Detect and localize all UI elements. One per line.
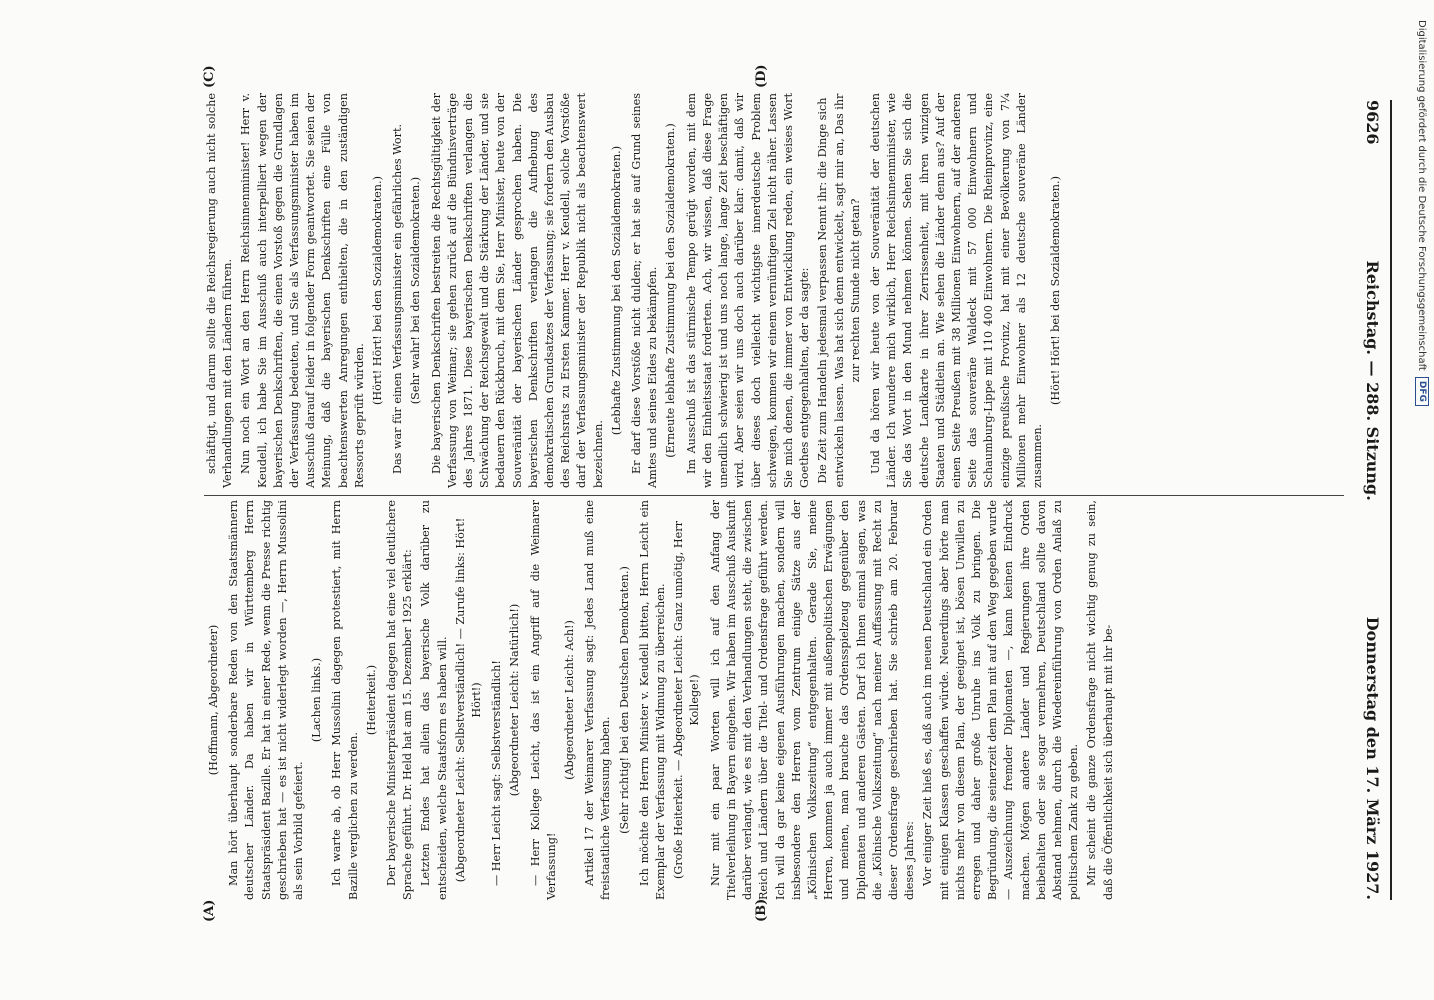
interjection: (Sehr wahr! bei den Sozialdemokraten.): [409, 176, 423, 405]
paragraph: Man hört überhaupt sonderbare Reden von den Staatsmännern deutscher Länder. Da haben wir in Württemberg Herrn Staatspräsident Bazille. Er hat in einer Rede, wenn die Presse richtig geschrieben hat — es ist nicht widerlegt worden —, Herrn Mussolini als sein Vorbild gefeiert.: [227, 500, 306, 900]
paragraph: — Herr Kollege Leicht, das ist ein Angriff auf die Weimarer Verfassung!: [528, 500, 558, 900]
interjection: (Sehr richtig! bei den Deutschen Demokraten.): [617, 566, 631, 834]
paragraph: Im Ausschuß ist das stürmische Tempo gerügt worden, mit dem wir den Einheitsstaat forderten. Ach, wir wissen, daß diese Frage unendlich schwierig ist und uns noch lange, lange Zeit beschäftigen wird. Aber seien wir uns doch auch darüber klar: damit, daß wir über dieses doch vielleicht wichtigste innerdeutsche Problem schweigen, kommen wir einem vernünftigen Ziel nicht näher. Lassen Sie mich denen, die immer von Entwicklung reden, ein weises Wort Goethes entgegenhalten, der da sagte:: [684, 93, 812, 488]
paragraph: schäftigt, und darum sollte die Reichsregierung auch nicht solche Verhandlungen mit den Ländern führen.: [205, 93, 235, 488]
footer-text: Digitalisierung gefördert durch die Deutsche Forschungsgemeinschaft: [1416, 20, 1428, 371]
interjection: (Hört! Hört! bei den Sozialdemokraten.): [371, 176, 385, 405]
dfg-logo: DFG: [1415, 377, 1429, 406]
paragraph: — Herr Leicht sagt: Selbstverständlich!: [490, 660, 504, 886]
interjection: (Hoffmann, Abgeordneter): [207, 624, 220, 776]
paragraph: Ich möchte den Herrn Minister v. Keudell bitten, Herrn Leicht ein Exemplar der Verfassung mit Widmung zu überreichen.: [637, 500, 668, 900]
interjection: (Große Heiterkeit. — Abgeordneter Leicht: Ganz unnötig, Herr Kollege!): [672, 521, 702, 879]
paragraph: Die bayerischen Denkschriften bestreiten die Rechtsgültigkeit der Verfassung von Weimar; sie gehen zurück auf die Bündnisverträge des Jahres 1871. Diese bayerischen Denkschriften verlangen die Schwächung der Reichsgewalt und die Stärkung der Länder, und sie bedauern den Rückbruch, mit dem Sie, Herr Minister, heute von der Souveränität der bayerischen Länder gesprochen haben. Die bayerischen Denkschriften verlangen die Aufhebung des demokratischen Grundsatzes der Verfassung; sie fordern den Ausbau des Reichsrats zu Ersten Kammer. Herr v. Keudell, solche Vorstöße darf der Verfassungsminister der Republik nicht als beachtenswert bezeichnen.: [429, 93, 605, 488]
interjection: (Heiterkeit.): [364, 664, 378, 736]
paragraph: Nun noch ein Wort an den Herrn Reichsinnenminister! Herr v. Keudell, ich habe Sie im Ausschuß auch interpelliert wegen der bayerischen Denkschriften, die einen Vorstoß gegen die Grundlagen der Verfassung bedeuten, und Sie als Verfassungsminister haben im Ausschuß darauf leider in folgender Form geantwortet. Sie seien der Meinung, daß die bayerischen Denkschriften eine Fülle von beachtenswerten Anregungen enthielten, die in den zuständigen Ressorts geprüft würden.: [239, 93, 366, 488]
paragraph: Er darf diese Vorstöße nicht dulden; er hat sie auf Grund seines Amtes und seines Eides zu bekämpfen.: [630, 93, 660, 488]
interjection: (Lachen links.): [310, 657, 324, 743]
margin-marker-a: (A): [202, 899, 217, 922]
interjection: (Hört! Hört! bei den Sozialdemokraten.): [1049, 176, 1063, 405]
margin-marker-b: (B): [754, 898, 769, 922]
header-date: Donnerstag den 17. März 1927.: [1363, 616, 1383, 900]
interjection: (Lebhafte Zustimmung bei den Sozialdemokraten.): [609, 145, 623, 436]
paragraph: Letzten Endes hat allein das bayerische Volk darüber zu entscheiden, welche Staatsform es haben will.: [419, 500, 449, 900]
paragraph: Ich warte ab, ob Herr Mussolini dagegen protestiert, mit Herrn Bazille verglichen zu werden.: [330, 500, 360, 900]
paragraph: Das war für einen Verfassungsminister ein gefährliches Wort.: [391, 123, 405, 474]
paragraph: Artikel 17 der Weimarer Verfassung sagt: Jedes Land muß eine freistaatliche Verfassung haben.: [583, 500, 613, 900]
interjection: Die Zeit zum Handeln jedesmal verpassen Nennt ihr: die Dinge sich entwickeln lassen. Was hat sich denn entwickelt, sagt mir an, Das ihr zur rechten Stunde nicht getan?: [816, 93, 862, 488]
footer: [1410, 0, 1434, 1000]
page-header: [1356, 100, 1392, 900]
header-title: Reichstag. — 288. Sitzung.: [1363, 260, 1383, 501]
page-number: 9626: [1363, 100, 1383, 145]
paragraph: Und da hören wir heute von der Souveränität der deutschen Länder. Ich wundere mich wirklich, Herr Reichsinnenminister, wie Sie das Wort in den Mund nehmen können. Sehen Sie sich die deutsche Landkarte in ihrer Zerrissenheit, mit ihren winzigen Staaten und Städtlein an. Wie sehen die Länder denn aus? Auf der einen Seite Preußen mit 38 Millionen Einwohnern, auf der anderen Seite das souveräne Waldeck mit 57 000 Einwohnern und Schaumburg-Lippe mit 110 400 Einwohnern. Die Rheinprovinz, eine einzige preußische Provinz, hat mit einer Bevölkerung von 7¼ Millionen mehr Einwohner als 12 deutsche souveräne Länder zusammen.: [868, 93, 1044, 488]
paragraph: Vor einiger Zeit hieß es, daß auch im neuen Deutschland ein Orden mit einigen Klassen geschaffen würde. Neuerdings aber hörte man nichts mehr von diesem Plan, der geeignet ist, bösen Unwillen zu erregen und daher große Unruhe ins Volk zu bringen. Die Begründung, die seinerzeit dem Plan mit auf den Weg gegeben wurde — Auszeichnung fremder Diplomaten —, kann keinen Eindruck machen. Mögen andere Länder und Regierungen ihre Orden beibehalten oder sie sogar vermehren, Deutschland sollte davon Abstand nehmen, durch die Wiedereinführung von Orden Anlaß zu politischem Zank zu geben.: [921, 500, 1081, 900]
interjection: (Abgeordneter Leicht: Selbstverständlich! — Zurufe links: Hört! Hört!): [453, 517, 484, 883]
interjection: (Abgeordneter Leicht: Natürlich!): [508, 603, 522, 797]
paragraph: Der bayerische Ministerpräsident dagegen hat eine viel deutlichere Sprache geführt. Dr. Held hat am 15. Dezember 1925 erklärt:: [385, 500, 415, 900]
paragraph: Nur mit ein paar Worten will ich auf den Anfang der Titelverleihung in Bayern eingehen. Wir haben im Ausschuß Auskunft darüber verlangt, wie es mit den Verhandlungen steht, die zwischen Reich und Ländern über die Titel- und Ordensfrage geführt werden. Ich will da gar keine eigenen Ausführungen machen, sondern will insbesondere den Herren vom Zentrum einige Sätze aus der „Kölnischen Volkszeitung“ entgegenhalten. Gerade Sie, meine Herren, kommen ja auch immer mit außenpolitischen Erwägungen und meinen, man brauche das Ordensspielzeug gegenüber den Diplomaten und anderen Gästen. Darf ich Ihnen einmal sagen, was die „Kölnische Volkszeitung“ nach meiner Auffassung mit Recht zu dieser Ordensfrage geschrieben hat. Sie schrieb am 20. Februar dieses Jahres:: [708, 500, 917, 900]
margin-marker-d: (D): [754, 64, 769, 88]
margin-marker-c: (C): [202, 65, 217, 88]
paragraph: Mir scheint die ganze Ordensfrage nicht wichtig genug zu sein, daß die Öffentlichkeit sich überhaupt mit ihr be-: [1085, 500, 1115, 900]
interjection: (Erneute lebhafte Zustimmung bei den Sozialdemokraten.): [664, 123, 678, 458]
interjection: (Abgeordneter Leicht: Ach!): [563, 620, 577, 780]
